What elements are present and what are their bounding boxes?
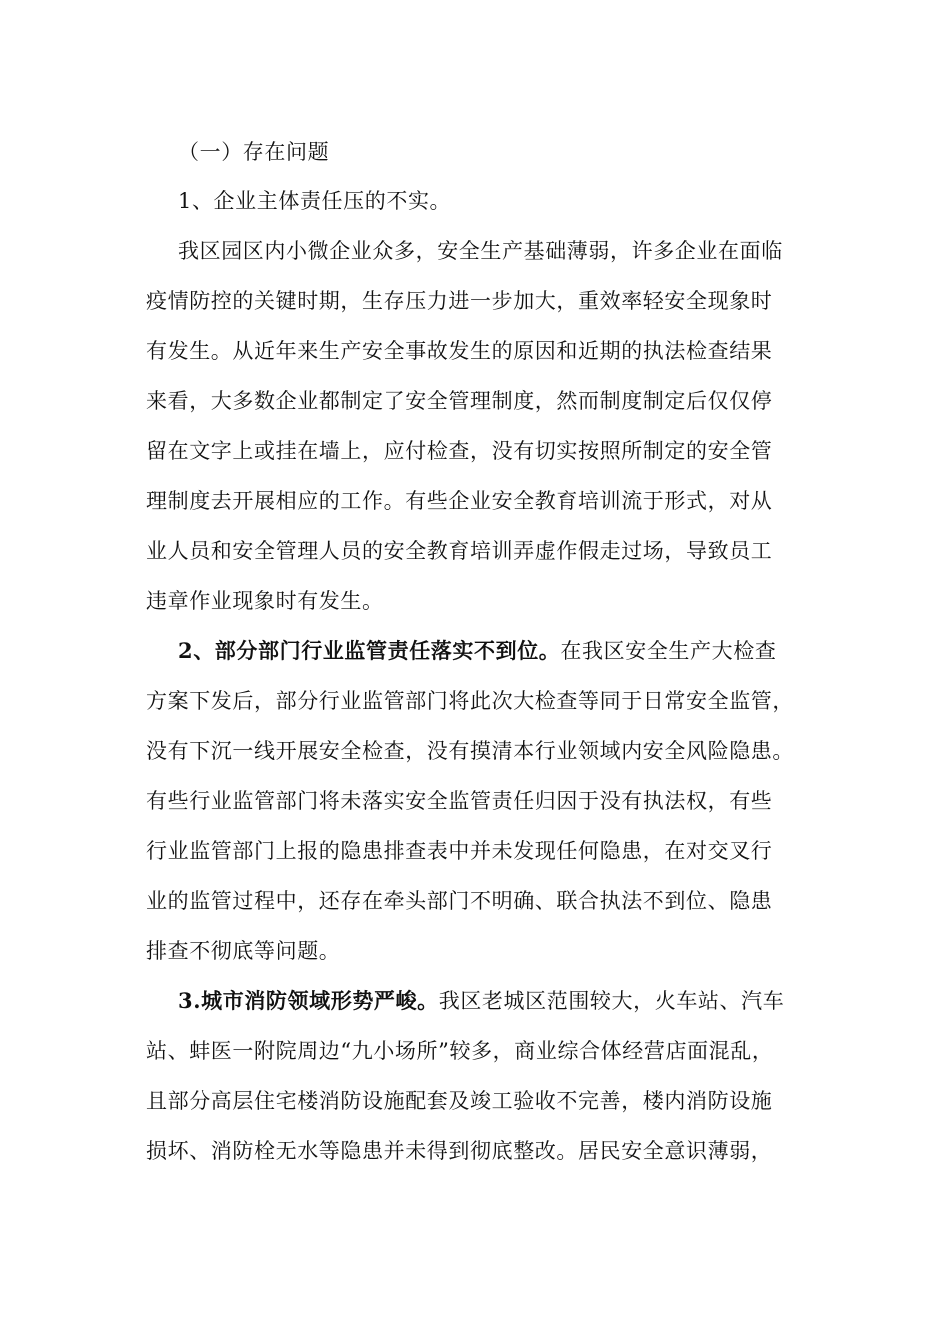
item3-line-2: 站、蚌医一附院周边“九小场所”较多，商业综合体经营店面混乱， xyxy=(146,1039,774,1063)
item2-title: 2、部分部门行业监管责任落实不到位。 xyxy=(178,638,561,663)
item1-line-3: 有发生。从近年来生产安全事故发生的原因和近期的执法检查结果 xyxy=(146,339,773,363)
item1-line-2: 疫情防控的关键时期，生存压力进一步加大，重效率轻安全现象时 xyxy=(146,289,773,313)
item2-first-line xyxy=(178,636,838,666)
item1-title: 1、企业主体责任压的不实。 xyxy=(178,189,452,213)
item1-line-8: 违章作业现象时有发生。 xyxy=(146,589,384,613)
item2-line-7: 排查不彻底等问题。 xyxy=(146,939,341,963)
item3-title: 3.城市消防领域形势严峻。 xyxy=(178,988,439,1013)
section-heading: （一）存在问题 xyxy=(178,140,330,164)
item2-first-rest: 在我区安全生产大检查 xyxy=(560,639,777,663)
item2-line-4: 有些行业监管部门将未落实安全监管责任归因于没有执法权，有些 xyxy=(146,789,773,813)
item2-line-5: 行业监管部门上报的隐患排查表中并未发现任何隐患，在对交叉行 xyxy=(146,839,773,863)
item2-line-6: 业的监管过程中，还存在牵头部门不明确、联合执法不到位、隐患 xyxy=(146,889,773,913)
item1-line-6: 理制度去开展相应的工作。有些企业安全教育培训流于形式，对从 xyxy=(146,489,773,513)
item2-line-3: 没有下沉一线开展安全检查，没有摸清本行业领域内安全风险隐患。 xyxy=(146,739,794,763)
item3-line-3: 且部分高层住宅楼消防设施配套及竣工验收不完善，楼内消防设施 xyxy=(146,1089,773,1113)
item3-first-rest: 我区老城区范围较大，火车站、汽车 xyxy=(438,989,785,1013)
item2-line-2: 方案下发后，部分行业监管部门将此次大检查等同于日常安全监管， xyxy=(146,689,794,713)
item1-line-7: 业人员和安全管理人员的安全教育培训弄虚作假走过场，导致员工 xyxy=(146,539,773,563)
item1-line-5: 留在文字上或挂在墙上，应付检查，没有切实按照所制定的安全管 xyxy=(146,439,773,463)
item1-line-1: 我区园区内小微企业众多，安全生产基础薄弱，许多企业在面临 xyxy=(178,239,783,263)
item1-line-4: 来看，大多数企业都制定了安全管理制度，然而制度制定后仅仅停 xyxy=(146,389,773,413)
item3-first-line xyxy=(178,986,838,1016)
item3-line-4: 损坏、消防栓无水等隐患并未得到彻底整改。居民安全意识薄弱， xyxy=(146,1139,773,1163)
